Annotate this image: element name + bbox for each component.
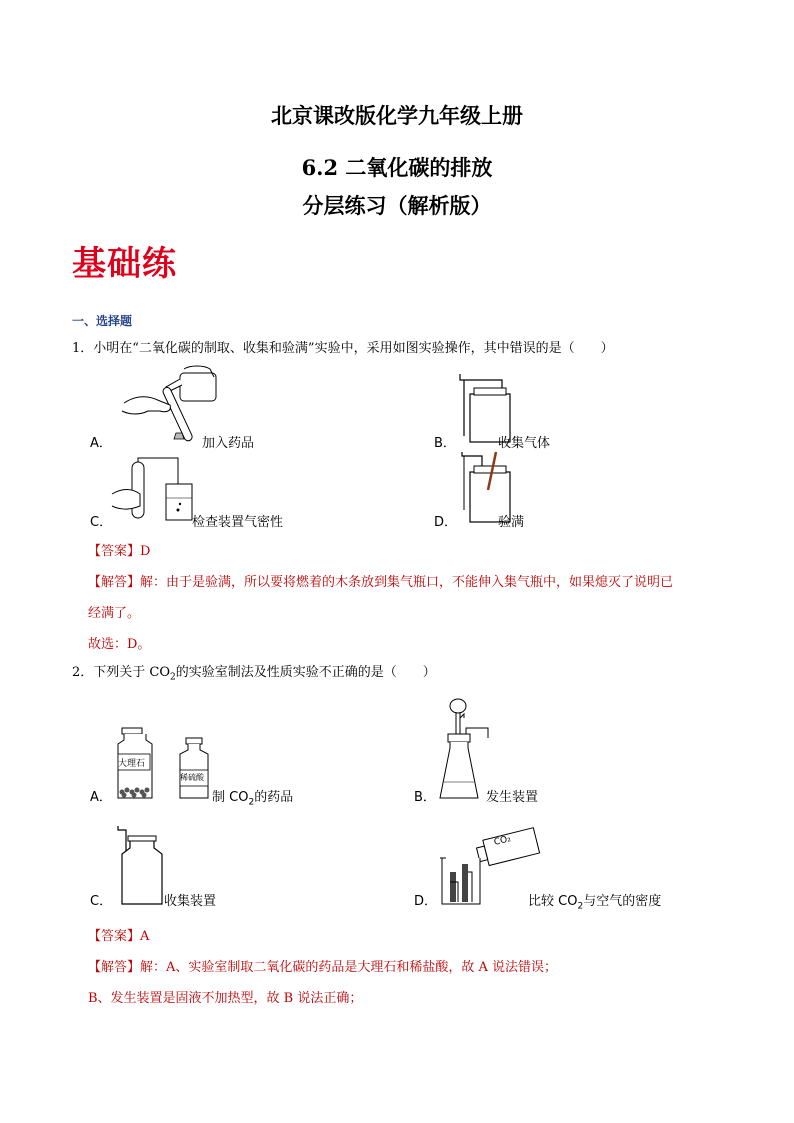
- q1-answer-value: D: [140, 544, 151, 559]
- q2-analysis-text-1: 解：A、实验室制取二氧化碳的药品是大理石和稀盐酸，故 A 说法错误；: [140, 960, 558, 975]
- q1-analysis-text-1: 解：由于是验满，所以要将燃着的木条放到集气瓶口，不能伸入集气瓶中，如果熄灭了说明已: [140, 575, 674, 590]
- q2-answer-label: 【答案】: [88, 929, 141, 944]
- q1-analysis-label: 【解答】: [88, 575, 141, 590]
- q1-option-c-text: 检查装置气密性: [192, 515, 284, 530]
- q2-option-d-pre: 比较 CO: [528, 894, 578, 909]
- q2-option-d-text: [528, 890, 661, 912]
- doc-title: 北京课改版化学九年级上册: [271, 103, 523, 128]
- q2-option-a-pre: 制 CO: [212, 790, 249, 805]
- q1-option-b-text: 收集气体: [498, 436, 551, 451]
- q2-stem: [72, 664, 436, 687]
- q1-option-d-text: 验满: [498, 515, 525, 530]
- q1-option-d-letter: D．: [434, 515, 458, 530]
- q1-stem: 1．小明在“二氧化碳的制取、收集和验满”实验中，采用如图实验操作，其中错误的是（ ）: [72, 341, 614, 356]
- q2-option-a-sub: 2: [248, 797, 255, 808]
- doc-subtitle: 6.2 二氧化碳的排放: [301, 155, 493, 180]
- q1-figure-c: [112, 454, 194, 524]
- q2-figure-d: [440, 822, 540, 906]
- q2-stem-post: 的实验室制法及性质实验不正确的是（ ）: [175, 665, 436, 680]
- q2-stem-pre: 2．下列关于 CO: [72, 665, 171, 680]
- q2-stem-sub: 2: [170, 672, 176, 683]
- q2-option-c-letter: C．: [90, 894, 113, 909]
- q1-answer-label: 【答案】: [88, 544, 141, 559]
- q2-option-b-text: 发生装置: [486, 790, 539, 805]
- q2-option-d-sub: 2: [577, 901, 584, 912]
- q2-option-a-text: [212, 786, 293, 808]
- q2-co2-bottle-label: CO₂: [493, 834, 512, 848]
- q2-bottle-label-2: 稀硫酸: [180, 773, 204, 782]
- q2-option-d-letter: D．: [414, 894, 438, 909]
- doc-subtitle-2: 分层练习（解析版）: [302, 193, 492, 218]
- q2-figure-c: [116, 824, 166, 906]
- q1-answer: [88, 540, 150, 559]
- q1-option-c-letter: C．: [90, 515, 113, 530]
- q2-option-a-post: 的药品: [254, 790, 294, 805]
- q2-option-c-text: 收集装置: [164, 894, 217, 909]
- q2-answer-value: A: [140, 929, 150, 944]
- q1-analysis-line-2: 经满了。: [88, 606, 141, 621]
- q2-answer: [88, 925, 149, 944]
- q2-option-a-letter: A．: [90, 790, 112, 805]
- q2-analysis-line-1: [88, 956, 557, 975]
- q1-option-b-letter: B．: [434, 436, 456, 451]
- q1-option-a-text: 加入药品: [202, 436, 255, 451]
- q2-analysis-label: 【解答】: [88, 960, 141, 975]
- q2-bottle-label-1: 大理石: [118, 759, 146, 769]
- q2-option-d-post: 与空气的密度: [583, 894, 662, 909]
- q2-analysis-line-2: B、发生装置是固液不加热型，故 B 说法正确；: [88, 991, 363, 1006]
- q2-option-b-letter: B．: [414, 790, 436, 805]
- q1-choose: 故选：D。: [88, 637, 151, 652]
- subsection-label: 一、选择题: [72, 314, 133, 328]
- q1-analysis-line-1: [88, 571, 673, 590]
- section-title: 基础练: [72, 244, 177, 284]
- q1-option-a-letter: A．: [90, 436, 112, 451]
